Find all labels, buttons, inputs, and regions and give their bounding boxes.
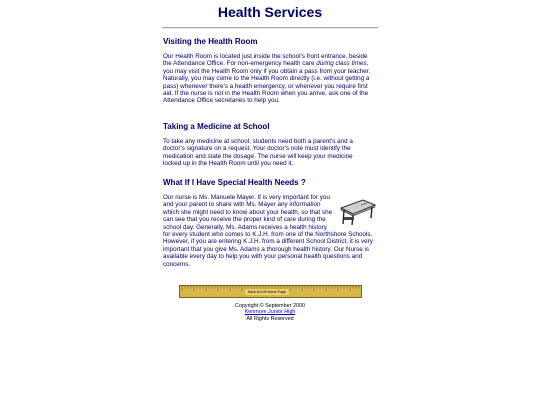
section-heading-visiting: Visiting the Health Room xyxy=(163,37,258,46)
copyright-text: Copyright © September 2000 xyxy=(235,303,305,309)
section-text-medicine: To take any medicine at school, students need both a parent's and a doctor's signature on a request. Your doctor's note must identify the medication and state the dosage. The nurse will keep your medicine locked up in the Health Room until you need it. xyxy=(163,138,353,168)
home-page-ruler-link[interactable] xyxy=(179,285,362,298)
section-text-special-needs: Our nurse is Ms. Manuele Mayer. It is very important for you and your parent to share with Ms. Mayer any information which she might need to know about your health, so that she can see that you receive the proper kind of care during the school day. Generally, Ms. Adams receives a health history for every student who comes to K.J.H. from one of the Northshore Schools. However, if you are entering K.J.H. from a different School District, it is very important that you give Ms. Adams a thorough health history. Our Nurse is available every day to help you with your personal health questions and concerns. xyxy=(163,194,377,268)
footer xyxy=(162,303,378,322)
title-divider xyxy=(162,27,378,29)
school-link[interactable]: Kenmore Junior High xyxy=(244,309,296,316)
section-heading-medicine: Taking a Medicine at School xyxy=(163,122,270,131)
ruler-link-label: Back to KJH Home Page xyxy=(245,289,289,295)
section-heading-special-needs: What If I Have Special Health Needs ? xyxy=(163,178,306,187)
page-title: Health Services xyxy=(217,4,323,20)
section-text-visiting: Our Health Room is located just inside the school's front entrance, beside the Attendance Office. For non-emergency health care during class times, you may visit the Health Room only if you obtain a pass from your teacher. Naturally, you may come to the Health Room directly (i.e. without getting a pass) whenever there's a health emergency, or whenever you require first aid. If the nurse is not in the Health Room when you arrive, ask one of the Attendance Office secretaries to help you. xyxy=(163,53,371,105)
rights-text: All Rights Reserved xyxy=(246,315,294,322)
school-desk-icon xyxy=(337,196,377,226)
